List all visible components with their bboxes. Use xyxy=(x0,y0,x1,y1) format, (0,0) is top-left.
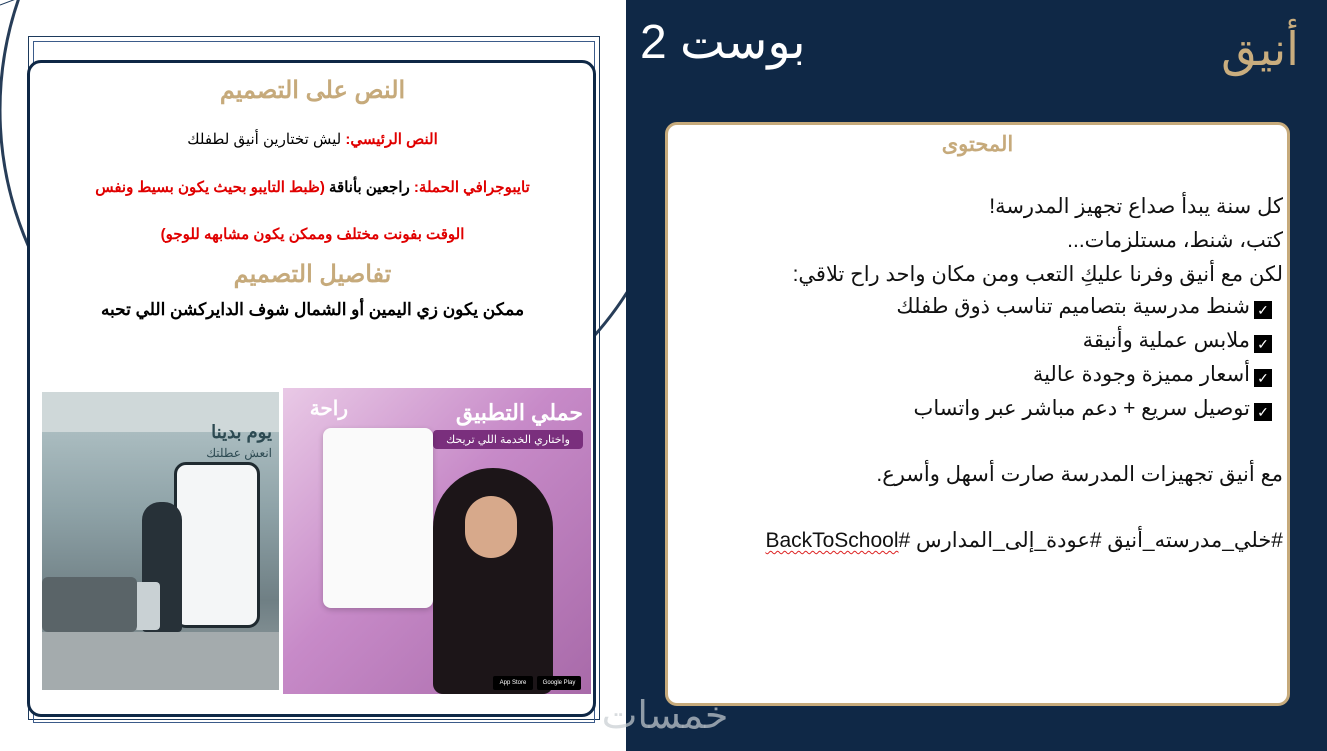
typography-note: (ظبط التايبو بحيث يكون بسيط ونفس xyxy=(95,179,325,196)
content-line-2: كتب، شنط، مستلزمات... xyxy=(1067,229,1283,252)
checkbox-icon: ✓ xyxy=(1254,369,1272,387)
content-heading: المحتوى xyxy=(941,133,1014,156)
checkbox-icon: ✓ xyxy=(1254,301,1272,319)
main-text-value: ليش تختارين أنيق لطفلك xyxy=(187,131,342,148)
reference-image-right xyxy=(283,388,591,694)
hashtags-arabic: #خلي_مدرسته_أنيق #عودة_إلى_المدارس # xyxy=(898,529,1283,552)
checklist-item xyxy=(914,396,1272,421)
main-text-line xyxy=(40,130,585,148)
design-text-heading: النص على التصميم xyxy=(219,77,406,104)
checklist-item-text: ملابس عملية وأنيقة xyxy=(1082,329,1250,352)
checklist-item-text: توصيل سريع + دعم مباشر عبر واتساب xyxy=(913,397,1250,420)
face xyxy=(465,496,517,558)
google-play-badge: Google Play xyxy=(537,676,581,690)
design-details-text: ممكن يكون زي اليمين أو الشمال شوف الدايركشن اللي تحبه xyxy=(100,300,525,319)
brand-logo: أنيق xyxy=(1221,22,1299,76)
suitcase xyxy=(134,582,160,630)
checklist-item-text: شنط مدرسية بتصاميم تناسب ذوق طفلك xyxy=(896,295,1250,318)
typography-label: تايبوجرافي الحملة: xyxy=(413,179,530,196)
hashtags-line xyxy=(765,528,1283,553)
content-line-1: كل سنة يبدأ صداع تجهيز المدرسة! xyxy=(989,195,1283,218)
checklist-item xyxy=(896,294,1272,319)
post-title: بوست 2 xyxy=(640,16,806,69)
reference-image-left xyxy=(42,392,279,690)
watermark: خمسات xyxy=(601,693,729,737)
content-line-3: لكن مع أنيق وفرنا عليكِ التعب ومن مكان واحد راح تلاقي: xyxy=(792,263,1283,286)
reference-left-headline: يوم بدينا xyxy=(211,422,272,442)
checklist-item xyxy=(1033,362,1272,387)
reference-right-headline: حملي التطبيق xyxy=(455,400,583,425)
checklist-item-text: أسعار مميزة وجودة عالية xyxy=(1032,363,1250,386)
content-closing: مع أنيق تجهيزات المدرسة صارت أسهل وأسرع. xyxy=(876,463,1283,486)
typography-note-line2: الوقت بفونت مختلف وممكن يكون مشابهه للوجو) xyxy=(160,226,465,243)
hashtag-english: BackToSchool xyxy=(765,529,899,552)
design-details-heading: تفاصيل التصميم xyxy=(233,261,392,288)
typography-line xyxy=(40,178,585,196)
app-store-badge: App Store xyxy=(493,676,533,690)
typography-value: راجعين بأناقة xyxy=(329,179,410,196)
app-screen-mockup xyxy=(323,428,433,608)
checklist-item xyxy=(1083,328,1272,353)
main-text-label: النص الرئيسي: xyxy=(345,131,438,148)
phone-mockup xyxy=(174,462,260,628)
reference-right-brand: راحة xyxy=(309,398,348,420)
reference-right-subline: واختاري الخدمة اللي تريحك xyxy=(433,430,583,449)
reference-left-subline: انعش عطلتك xyxy=(206,446,272,460)
sofa xyxy=(42,577,137,632)
checkbox-icon: ✓ xyxy=(1254,403,1272,421)
checkbox-icon: ✓ xyxy=(1254,335,1272,353)
